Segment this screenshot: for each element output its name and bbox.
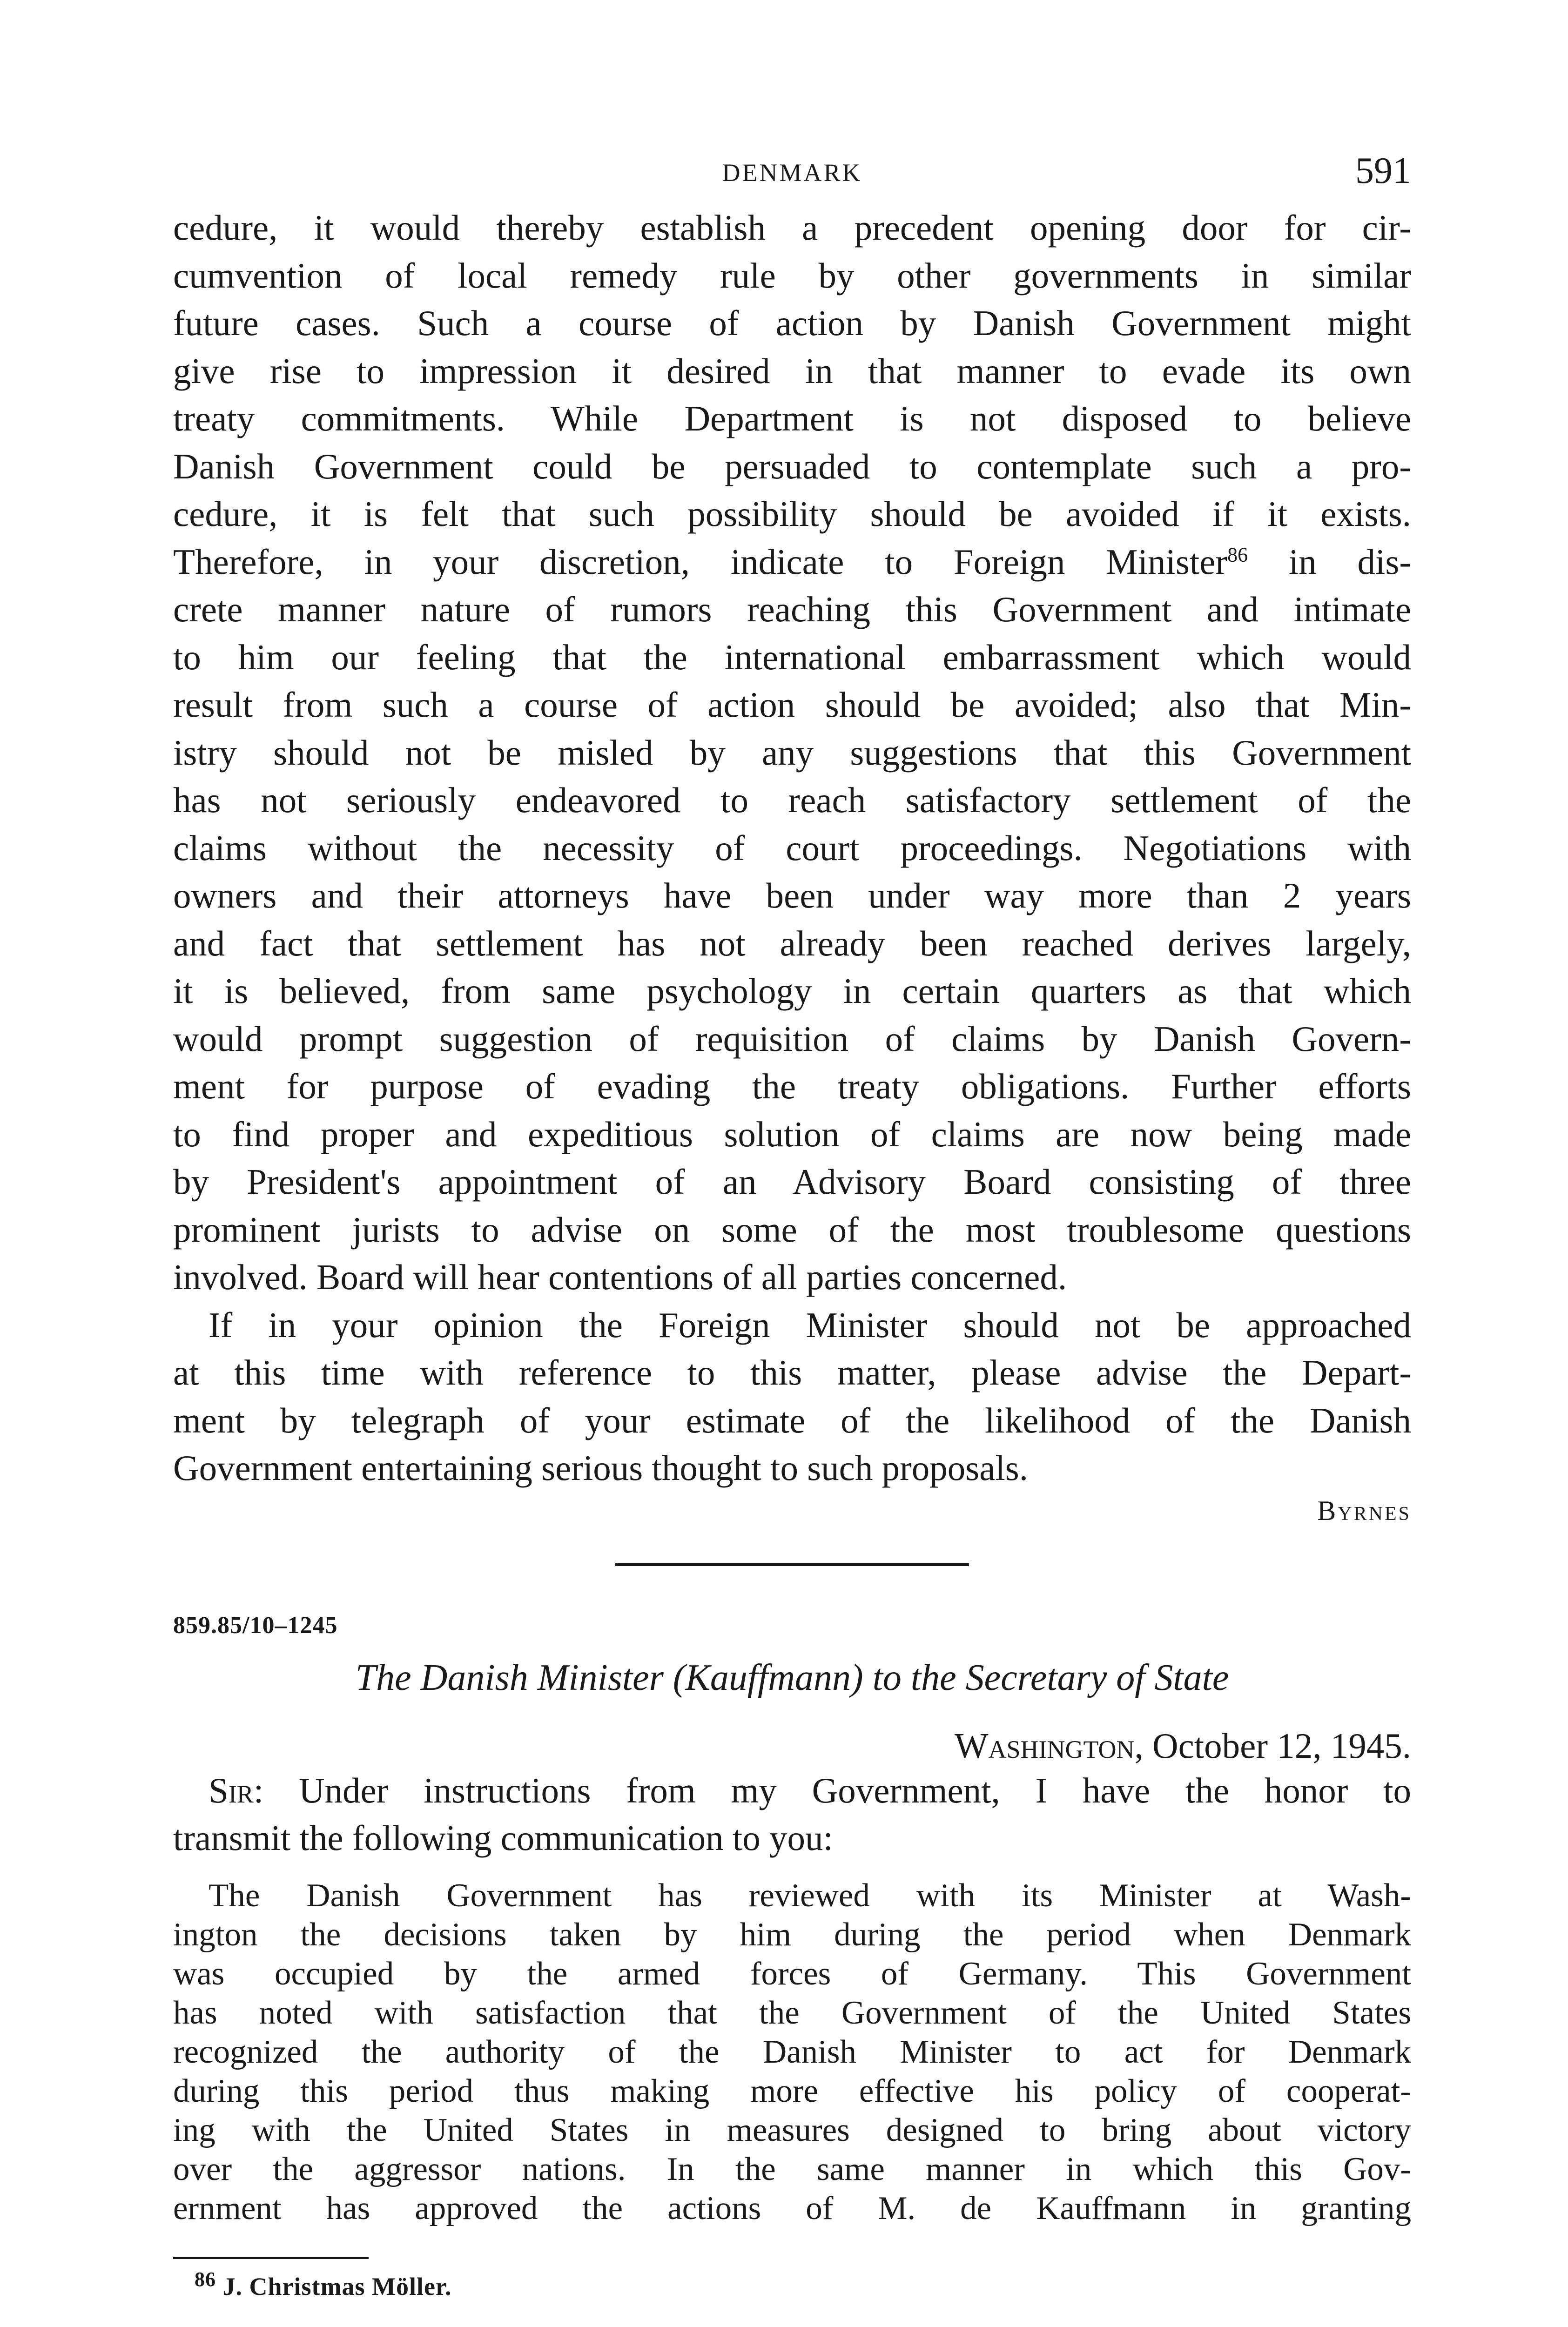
telegram-line-text: Therefore, in your discretion, indicate to Foreign Minister — [173, 541, 1228, 582]
document-title: The Danish Minister (Kauffmann) to the Secretary of State — [355, 1657, 1229, 1698]
footnote-marker: 86 — [195, 2267, 216, 2291]
telegram-line: Danish Government could be persuaded to contemplate such a pro- — [173, 446, 1411, 486]
opening-line — [173, 1767, 1411, 1815]
quote-line: ington the decisions taken by him during the period when Denmark — [173, 1916, 1411, 1953]
telegram-line: ment for purpose of evading the treaty obligations. Further efforts — [173, 1066, 1411, 1106]
telegram-line: cumvention of local remedy rule by other governments in similar — [173, 255, 1411, 296]
quote-line: ing with the United States in measures designed to bring about victory — [173, 2112, 1411, 2148]
telegram-body — [173, 204, 1411, 1492]
telegram-line: cedure, it would thereby establish a precedent opening door for cir- — [173, 208, 1411, 248]
telegram-line: would prompt suggestion of requisition of claims by Danish Govern- — [173, 1018, 1411, 1059]
quote-line: has noted with satisfaction that the Government of the United States — [173, 1994, 1411, 2031]
telegram-line: involved. Board will hear contentions of all parties concerned. — [173, 1257, 1067, 1297]
signature: Byrnes — [1317, 1495, 1411, 1526]
telegram-line: by President's appointment of an Advisory Board consisting of three — [173, 1162, 1411, 1202]
telegram-paragraph2-line: Government entertaining serious thought to such proposals. — [173, 1448, 1028, 1488]
quote-line: ernment has approved the actions of M. de Kauffmann in granting — [173, 2190, 1411, 2226]
page-header — [173, 140, 1411, 195]
letter-opening — [173, 1767, 1411, 1862]
telegram-line: future cases. Such a course of action by Danish Government might — [173, 303, 1411, 343]
quote-line: during this period thus making more effective his policy of cooperat- — [173, 2072, 1411, 2109]
telegram-line-with-footnote — [173, 538, 1411, 586]
telegram-paragraph2-line: ment by telegraph of your estimate of the likelihood of the Danish — [173, 1400, 1411, 1440]
telegram-line: crete manner nature of rumors reaching this Government and intimate — [173, 589, 1411, 629]
telegram-line: claims without the necessity of court proceedings. Negotiations with — [173, 827, 1411, 868]
telegram-line: give rise to impression it desired in that manner to evade its own — [173, 350, 1411, 391]
telegram-line: istry should not be misled by any suggestions that this Government — [173, 732, 1411, 773]
telegram-line: result from such a course of action should be avoided; also that Min- — [173, 685, 1411, 725]
page — [173, 140, 1411, 2301]
quote-line: recognized the authority of the Danish Minister to act for Denmark — [173, 2033, 1411, 2070]
telegram-line: it is believed, from same psychology in certain quarters as that which — [173, 971, 1411, 1011]
footnote-rule — [173, 2257, 369, 2259]
dateline — [173, 1725, 1411, 1767]
telegram-line: to find proper and expeditious solution of claims are now being made — [173, 1114, 1411, 1154]
quote-line: over the aggressor nations. In the same manner in which this Gov- — [173, 2151, 1411, 2187]
footnote — [173, 2267, 1411, 2301]
telegram-paragraph2-line: at this time with reference to this matter, please advise the Depart- — [173, 1352, 1411, 1392]
file-number: 859.85/10–1245 — [173, 1612, 338, 1639]
quoted-communication — [173, 1876, 1411, 2228]
telegram-line-tail: in dis- — [1288, 541, 1411, 582]
running-title: DENMARK — [722, 159, 862, 187]
opening-line-text: : Under instructions from my Government, I have the honor to — [253, 1770, 1411, 1810]
dateline-date: , October 12, 1945. — [1134, 1725, 1411, 1766]
section-separator — [615, 1563, 969, 1566]
page-number: 591 — [1355, 150, 1411, 191]
footnote-text: J. Christmas Möller. — [222, 2272, 452, 2300]
telegram-line: has not seriously endeavored to reach satisfactory settlement of the — [173, 780, 1411, 820]
telegram-line: prominent jurists to advise on some of the most troublesome questions — [173, 1209, 1411, 1250]
telegram-paragraph2-line: If in your opinion the Foreign Minister should not be approached — [209, 1305, 1411, 1345]
telegram-line: owners and their attorneys have been under way more than 2 years — [173, 875, 1411, 915]
telegram-line: cedure, it is felt that such possibility should be avoided if it exists. — [173, 494, 1411, 534]
telegram-line: and fact that settlement has not already been reached derives largely, — [173, 923, 1411, 963]
opening-line: transmit the following communication to you: — [173, 1818, 833, 1858]
telegram-line: treaty commitments. While Department is not disposed to believe — [173, 398, 1411, 438]
dateline-place: Washington — [954, 1725, 1135, 1766]
quote-line: The Danish Government has reviewed with its Minister at Wash- — [209, 1877, 1411, 1914]
quote-line: was occupied by the armed forces of Germany. This Government — [173, 1955, 1411, 1992]
footnote-reference: 86 — [1227, 543, 1248, 566]
salutation: Sir — [209, 1770, 254, 1810]
telegram-line: to him our feeling that the international embarrassment which would — [173, 637, 1411, 677]
